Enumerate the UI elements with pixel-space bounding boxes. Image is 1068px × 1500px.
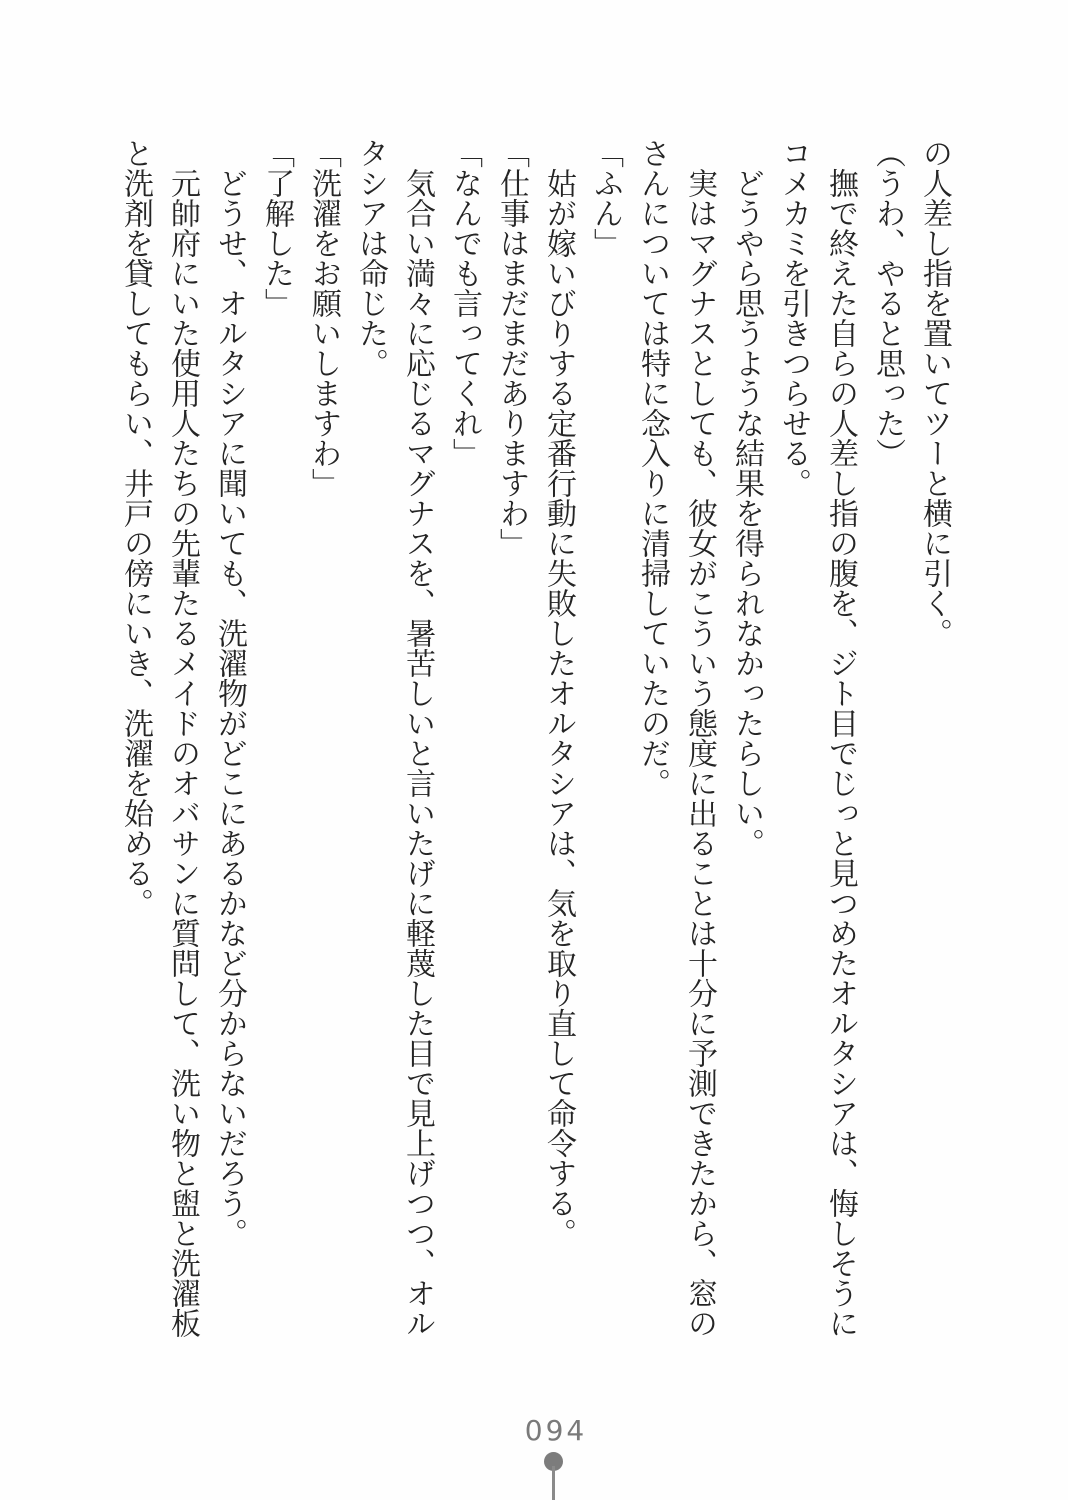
text-line: コメカミを引きつらせる。 (777, 138, 810, 498)
footer-vertical-rule (552, 1466, 555, 1500)
text-line: 「仕事はまだまだありますわ」 (495, 138, 528, 558)
text-line: 「了解した」 (260, 138, 293, 318)
text-line: 実はマグナスとしても、彼女がこういう態度に出ることは十分に予測できたから、窓の (683, 138, 716, 1338)
text-line: と洗剤を貸してもらい、井戸の傍にいき、洗濯を始める。 (119, 138, 152, 918)
text-line: 「なんでも言ってくれ」 (448, 138, 481, 468)
text-line: 「ふん」 (589, 138, 622, 258)
text-line: どうせ、オルタシアに聞いても、洗濯物がどこにあるかなど分からないだろう。 (213, 138, 246, 1248)
text-line: 元帥府にいた使用人たちの先輩たるメイドのオバサンに質問して、洗い物と盥と洗濯板 (166, 138, 199, 1338)
text-line: どうやら思うような結果を得られなかったらしい。 (730, 138, 763, 858)
text-line: 気合い満々に応じるマグナスを、暑苦しいと言いたげに軽蔑した目で見上げつつ、オル (401, 138, 434, 1338)
page-number: 094 (524, 1414, 588, 1447)
text-line: の人差し指を置いてツーと横に引く。 (918, 138, 951, 648)
text-line: （うわ、やると思った） (871, 138, 904, 468)
text-line: 姑が嫁いびりする定番行動に失敗したオルタシアは、気を取り直して命令する。 (542, 138, 575, 1248)
text-line: さんについては特に念入りに清掃していたのだ。 (636, 138, 669, 798)
text-line: 撫で終えた自らの人差し指の腹を、ジト目でじっと見つめたオルタシアは、悔しそうに (824, 138, 857, 1338)
text-line: 「洗濯をお願いしますわ」 (307, 138, 340, 498)
text-line: タシアは命じた。 (354, 138, 387, 378)
vertical-text-block (112, 138, 958, 1338)
